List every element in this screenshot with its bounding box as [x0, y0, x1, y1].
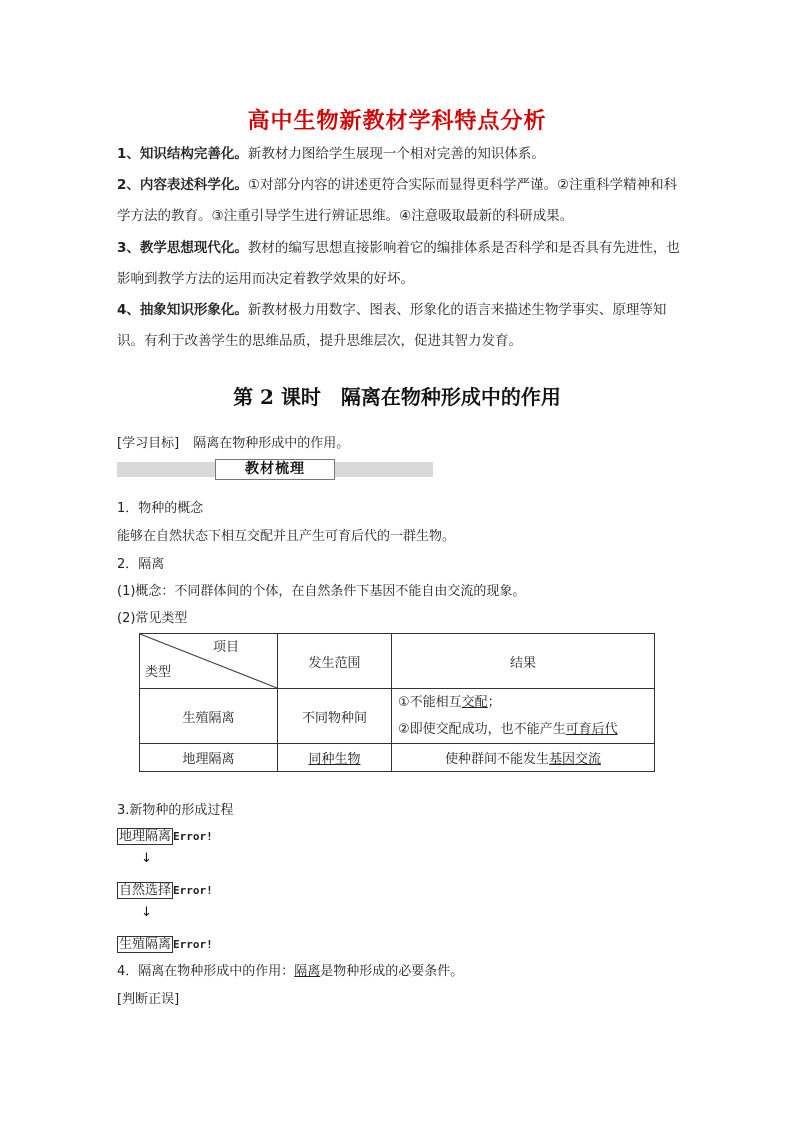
header-item-label: 项目: [212, 640, 239, 655]
feature-item-3: [117, 233, 682, 295]
judge-heading: [判断正误]: [117, 992, 180, 1007]
flow-step: [117, 825, 213, 844]
lesson-title: 第 2 课时 隔离在物种形成中的作用: [233, 385, 561, 409]
header-type-label: 类型: [145, 665, 172, 680]
row-result: [392, 689, 655, 744]
flow-step: [117, 879, 213, 898]
header-result: 结果: [392, 634, 655, 689]
objective-text: 隔离在物种形成中的作用。: [193, 436, 350, 451]
feature-text: 新教材极力用数字、图表、形象化的语言来描述生物学事实、原理等知识。有利于改善学生的思维品质，提升思维层次，促进其智力发育。: [117, 302, 667, 349]
answer-blank: 可育后代: [565, 722, 618, 737]
result-line-2: ②即使交配成功，也不能产生可育后代: [398, 722, 618, 737]
table-row: [140, 689, 655, 744]
row-type: 生殖隔离: [140, 689, 278, 744]
feature-text: 新教材力图给学生展现一个相对完善的知识体系。: [247, 146, 545, 162]
section-3-heading: 3.新物种的形成过程: [117, 803, 234, 818]
isolation-types-table: [139, 633, 655, 772]
section-4: 4．隔离在物种形成中的作用：隔离是物种形成的必要条件。: [117, 964, 464, 979]
answer-blank: 隔离: [294, 964, 321, 979]
learning-objective: [117, 432, 349, 451]
feature-lead: 3、教学思想现代化。: [117, 240, 248, 256]
section-1-text: 能够在自然状态下相互交配并且产生可育后代的一群生物。: [117, 529, 456, 544]
header-range: 发生范围: [278, 634, 392, 689]
error-text: Error!: [173, 884, 213, 897]
feature-item-1: [117, 139, 682, 170]
answer-blank: 同种生物: [308, 752, 361, 767]
feature-lead: 1、知识结构完善化。: [117, 146, 248, 162]
section-2-types: (2)常见类型: [117, 611, 188, 626]
feature-item-4: [117, 295, 682, 357]
page-title: 高中生物新教材学科特点分析: [247, 109, 547, 134]
objective-tag: [学习目标]: [117, 436, 180, 451]
section-label: 教材梳理: [215, 459, 335, 480]
feature-lead: 2、内容表述科学化。: [117, 177, 248, 193]
table-row: [140, 744, 655, 772]
diagonal-header-cell: [140, 634, 278, 689]
feature-item-2: [117, 170, 682, 232]
row-result: 使种群间不能发生基因交流: [392, 744, 655, 772]
section-2-heading: 2．隔离: [117, 557, 165, 572]
answer-blank: 交配: [461, 695, 488, 710]
answer-blank: 基因交流: [549, 752, 602, 767]
result-line-1: ①不能相互交配；: [398, 695, 501, 710]
section-1-heading: 1．物种的概念: [117, 501, 204, 516]
down-arrow-icon: ↓: [141, 905, 152, 920]
row-range: 不同物种间: [278, 689, 392, 744]
feature-text: 教材的编写思想直接影响着它的编排体系是否科学和是否具有先进性，也影响到教学方法的运用而决定着教学效果的好坏。: [117, 240, 680, 287]
row-range: [278, 744, 392, 772]
down-arrow-icon: ↓: [141, 851, 152, 866]
row-type: 地理隔离: [140, 744, 278, 772]
flow-box: 自然选择: [119, 883, 172, 898]
feature-text: ①对部分内容的讲述更符合实际而显得更科学严谨。②注重科学精神和科学方法的教育。③注重引导学生进行辨证思维。④注意吸取最新的科研成果。: [117, 177, 678, 224]
error-text: Error!: [173, 938, 213, 951]
table-header-row: [140, 634, 655, 689]
flow-box: 地理隔离: [119, 829, 172, 844]
feature-lead: 4、抽象知识形象化。: [117, 302, 248, 318]
flow-box: 生殖隔离: [119, 937, 172, 952]
flow-step: [117, 933, 213, 952]
section-2-concept: (1)概念：不同群体间的个体，在自然条件下基因不能自由交流的现象。: [117, 584, 526, 599]
error-text: Error!: [173, 830, 213, 843]
